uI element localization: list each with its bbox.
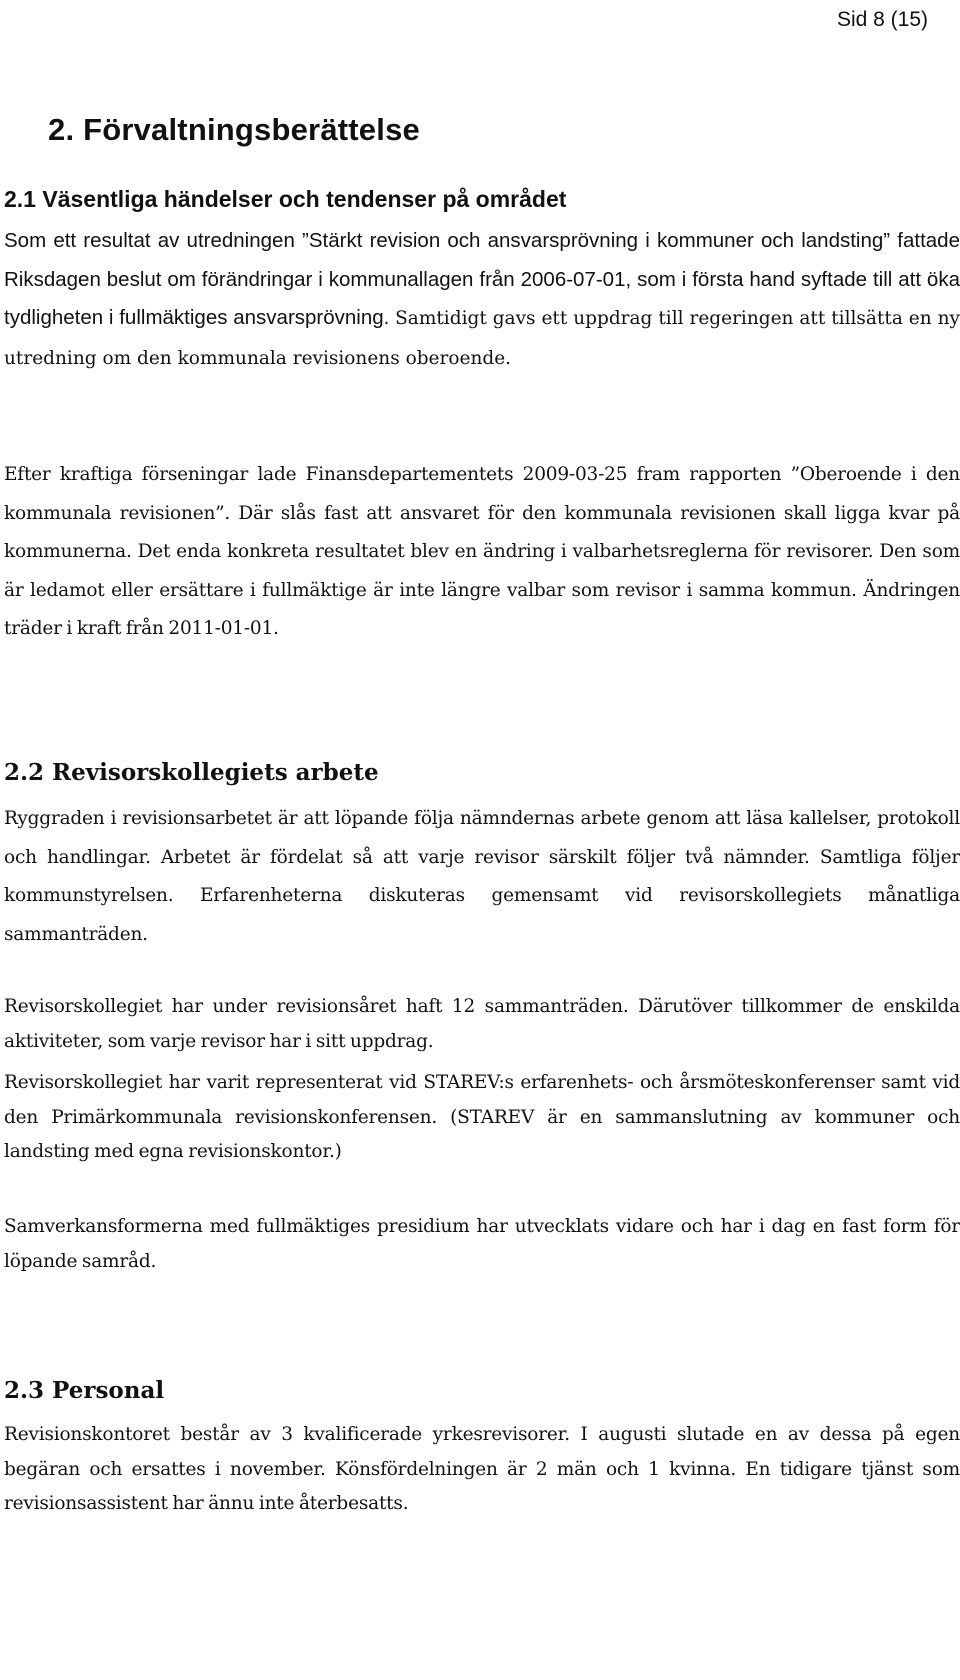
section-2-1-paragraph-2: Efter kraftiga förseningar lade Finansdepartementets 2009-03-25 fram rapporten ”Oberoende i den kommunala revisionen”. Där slås fast att ansvaret för den kommunala revisionen skall ligga kvar på kommunerna. Det enda konkreta resultatet blev en ändring i valbarhetsreglerna för revisorer. Den som är ledamot eller ersättare i fullmäktige är inte längre valbar som revisor i samma kommun. Ändringen träder i kraft från 2011-01-01. xyxy=(4,464,960,640)
section-2-1-paragraph-1-sans-text: Som ett resultat av utredningen ”Stärkt revision och ansvarsprövning i kommuner och landsting” fattade Riksdagen beslut om förändringar i kommunallagen från 2006-07-01, som i första hand syftade till att öka tydligheten i fullmäktiges ansvarsprövning. xyxy=(4,229,960,330)
section-2-1-paragraph-1 xyxy=(4,222,960,378)
section-heading-2-1: 2.1 Väsentliga händelser och tendenser på området xyxy=(4,186,567,212)
section-heading-2-3: 2.3 Personal xyxy=(4,1377,165,1404)
section-2-1-paragraph-1-serif-text: Samtidigt gavs ett uppdrag till regeringen att tillsätta en ny utredning om den kommunala revisionens oberoende. xyxy=(4,308,960,369)
page-number: Sid 8 (15) xyxy=(836,8,928,31)
section-heading-2-2: 2.2 Revisorskollegiets arbete xyxy=(4,759,379,786)
section-2-2-paragraph-1: Ryggraden i revisionsarbetet är att löpande följa nämndernas arbete genom att läsa kallelser, protokoll och handlingar. Arbetet är fördelat så att varje revisor särskilt följer två nämnder. Samtliga följer kommunstyrelsen. Erfarenheterna diskuteras gemensamt vid revisorskollegiets månatliga sammanträden. xyxy=(4,808,960,945)
section-2-2-paragraph-4: Samverkansformerna med fullmäktiges presidium har utvecklats vidare och har i dag en fast form för löpande samråd. xyxy=(4,1216,960,1272)
chapter-title: 2. Förvaltningsberättelse xyxy=(48,112,420,147)
section-2-2-paragraph-3: Revisorskollegiet har varit representerat vid STAREV:s erfarenhets- och årsmöteskonferenser samt vid den Primärkommunala revisionskonferensen. (STAREV är en sammanslutning av kommuner och landsting med egna revisionskontor.) xyxy=(4,1072,960,1162)
section-2-3-paragraph-1: Revisionskontoret består av 3 kvalificerade yrkesrevisorer. I augusti slutade en av dessa på egen begäran och ersattes i november. Könsfördelningen är 2 män och 1 kvinna. En tidigare tjänst som revisionsassistent har ännu inte återbesatts. xyxy=(4,1424,960,1514)
section-2-2-paragraph-2: Revisorskollegiet har under revisionsåret haft 12 sammanträden. Därutöver tillkommer de enskilda aktiviteter, som varje revisor har i sitt uppdrag. xyxy=(4,996,960,1052)
